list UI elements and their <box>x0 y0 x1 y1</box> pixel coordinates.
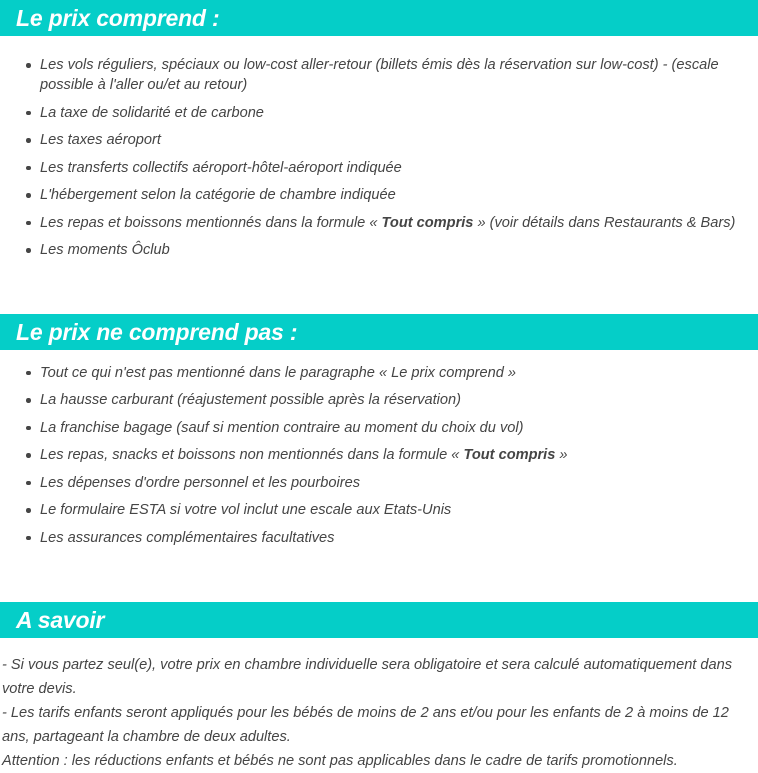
list-item <box>0 418 758 438</box>
spacer-above-includes-list <box>0 36 758 55</box>
price-includes-list <box>0 55 758 260</box>
list-item-text: La franchise bagage (sauf si mention contraire au moment du choix du vol) <box>40 419 524 436</box>
list-item-text: Les taxes aéroport <box>40 132 161 148</box>
section-header-good-to-know: A savoir <box>0 602 758 638</box>
list-item <box>0 240 758 260</box>
spacer-above-notes <box>0 638 758 653</box>
note-paragraph: - Si vous partez seul(e), votre prix en chambre individuelle sera obligatoire et sera calculé automatiquement dans votre devis. <box>2 657 733 697</box>
list-item-text-tail: » (voir détails dans Restaurants & Bars) <box>473 214 736 231</box>
note-paragraph: - Les tarifs enfants seront appliqués pour les bébés de moins de 2 ans et/ou pour les enfants de 2 à moins de 12 ans, partageant la chambre de deux adultes. <box>2 705 729 745</box>
list-item-text: Les assurances complémentaires facultatives <box>40 529 335 546</box>
list-item-emphasis: Tout compris <box>381 214 474 231</box>
list-item-text: Les transferts collectifs aéroport-hôtel-aéroport indiquée <box>40 159 402 176</box>
list-item <box>0 390 758 410</box>
list-item <box>0 55 758 95</box>
section-header-price-excludes: Le prix ne comprend pas : <box>0 314 758 350</box>
list-item-text: Les repas, snacks et boissons non mentionnés dans la formule « <box>40 447 464 463</box>
spacer-above-excludes-list <box>0 350 758 363</box>
list-item <box>0 500 758 520</box>
list-item-text: La taxe de solidarité et de carbone <box>40 104 264 121</box>
list-item-text: Les moments Ôclub <box>40 242 170 258</box>
price-excludes-list <box>0 363 758 548</box>
price-excludes-body <box>0 363 758 548</box>
list-item-text: La hausse carburant (réajustement possible après la réservation) <box>40 392 462 408</box>
list-item <box>0 213 758 233</box>
list-item <box>0 473 758 493</box>
list-item <box>0 130 758 150</box>
list-item-emphasis: Tout compris <box>463 447 556 463</box>
spacer-below-excludes-list <box>0 555 758 602</box>
list-item-text: L'hébergement selon la catégorie de chambre indiquée <box>40 187 396 203</box>
list-item <box>0 445 758 465</box>
price-includes-body <box>0 55 758 260</box>
list-item <box>0 363 758 383</box>
list-item-text: Les vols réguliers, spéciaux ou low-cost aller-retour (billets émis dès la réservation sur low-cost) - (escale possible à l'aller ou/et au retour) <box>40 57 719 93</box>
note-paragraph: Attention : les réductions enfants et bébés ne sont pas applicables dans le cadre de tarifs promotionnels. <box>2 753 678 769</box>
list-item <box>0 158 758 178</box>
spacer-below-includes-list <box>0 268 758 314</box>
list-item-text: Les dépenses d'ordre personnel et les pourboires <box>40 474 361 491</box>
list-item-text: Le formulaire ESTA si votre vol inclut une escale aux Etats-Unis <box>40 502 452 518</box>
list-item <box>0 528 758 548</box>
good-to-know-body <box>0 653 758 773</box>
section-header-price-includes: Le prix comprend : <box>0 0 758 36</box>
list-item <box>0 103 758 123</box>
list-item-text: Les repas et boissons mentionnés dans la formule « <box>40 214 382 231</box>
list-item <box>0 185 758 205</box>
list-item-text-tail: » <box>555 447 568 463</box>
list-item-text: Tout ce qui n'est pas mentionné dans le paragraphe « Le prix comprend » <box>40 364 517 381</box>
